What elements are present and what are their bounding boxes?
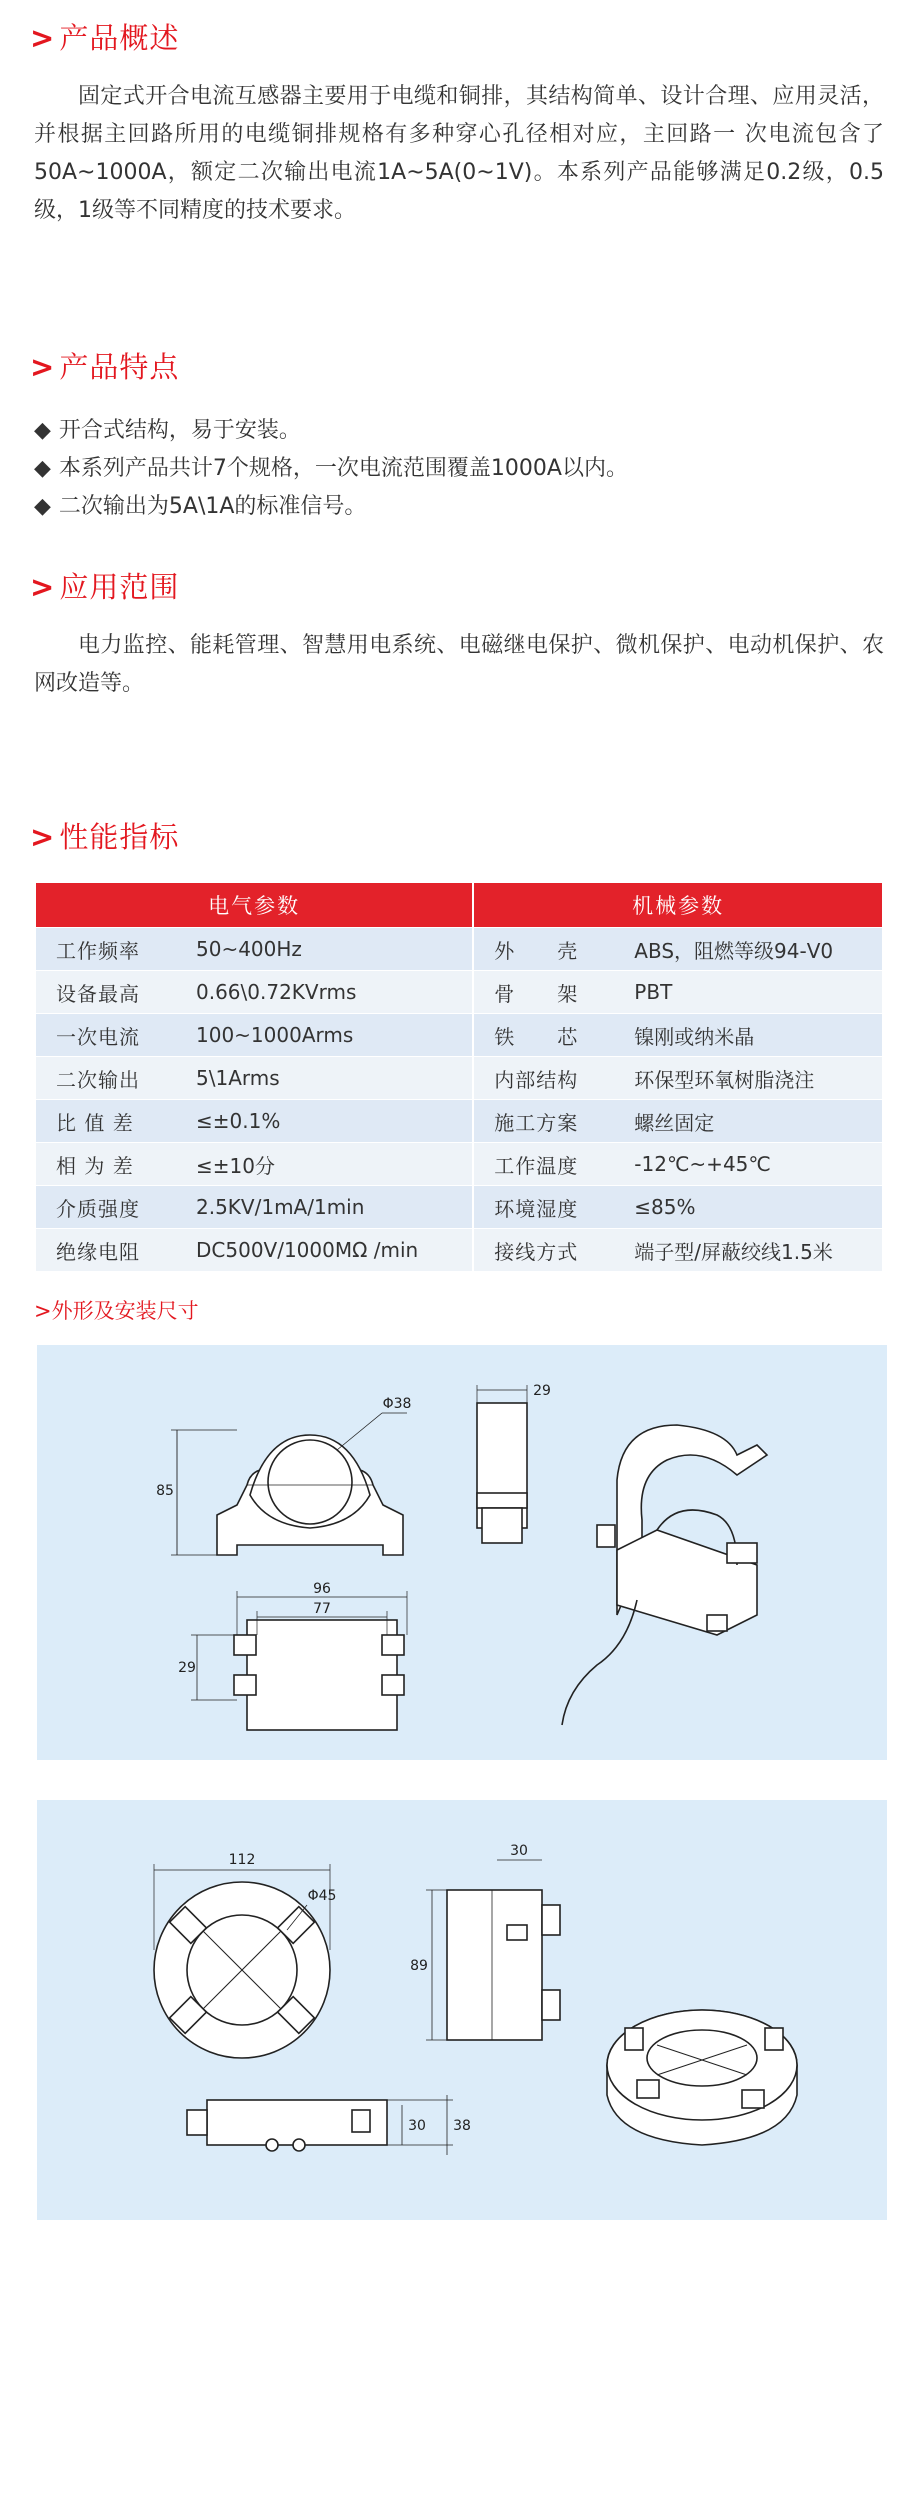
param-value: 端子型/屏蔽绞线1.5米 [614, 1229, 882, 1272]
overview-title: > 产品概述 [30, 21, 180, 55]
param-value: -12℃~+45℃ [614, 1143, 882, 1186]
diamond-bullet-icon: ◆ [34, 418, 51, 443]
param-label: 施工方案 [474, 1100, 614, 1143]
param-value: 螺丝固定 [614, 1100, 882, 1143]
table-row [36, 1143, 882, 1186]
dim-thick-2: 38 [453, 2118, 471, 2134]
dimension-panel-1 [37, 1345, 887, 1760]
dim-width-inner: 77 [313, 1601, 331, 1617]
table-row [36, 1014, 882, 1057]
dim-phi: Φ38 [382, 1396, 412, 1412]
param-value: PBT [614, 971, 882, 1014]
table-row [36, 1100, 882, 1143]
param-label: 外 壳 [474, 928, 614, 971]
applications-title: > 应用范围 [30, 570, 180, 604]
table-row [36, 928, 882, 971]
dim-depth: 30 [510, 1843, 528, 1859]
param-value: 50~400Hz [176, 928, 472, 971]
diamond-bullet-icon: ◆ [34, 494, 51, 519]
param-label: 二次输出 [36, 1057, 176, 1100]
feature-item: ◆ 本系列产品共计7个规格，一次电流范围覆盖1000A以内。 [34, 456, 628, 481]
performance-table [36, 883, 882, 1271]
param-value: 100~1000Arms [176, 1014, 472, 1057]
param-value: ≤±0.1% [176, 1100, 472, 1143]
dim-base-height: 29 [178, 1660, 196, 1676]
param-label: 介质强度 [36, 1186, 176, 1229]
param-label: 设备最高 [36, 971, 176, 1014]
param-value: 镍刚或纳米晶 [614, 1014, 882, 1057]
param-label: 工作温度 [474, 1143, 614, 1186]
dimension-panel-2 [37, 1800, 887, 2220]
dim-thick-1: 30 [408, 2118, 426, 2134]
feature-item: ◆ 开合式结构，易于安装。 [34, 418, 301, 443]
ct-drawing-large [37, 1800, 887, 2220]
param-label: 骨 架 [474, 971, 614, 1014]
param-value: ≤±10分 [176, 1143, 472, 1186]
param-label: 比 值 差 [36, 1100, 176, 1143]
param-value: ABS，阻燃等级94-V0 [614, 928, 882, 971]
param-label: 一次电流 [36, 1014, 176, 1057]
table-row [36, 1186, 882, 1229]
electrical-params-header: 电气参数 [36, 883, 472, 928]
param-label: 铁 芯 [474, 1014, 614, 1057]
performance-title: > 性能指标 [30, 820, 180, 854]
param-label: 绝缘电阻 [36, 1229, 176, 1272]
mechanical-params-header: 机械参数 [474, 883, 882, 928]
param-value: ≤85% [614, 1186, 882, 1229]
diamond-bullet-icon: ◆ [34, 456, 51, 481]
applications-text: 电力监控、能耗管理、智慧用电系统、电磁继电保护、微机保护、电动机保护、农网改造等。 [34, 633, 884, 696]
param-value: 2.5KV/1mA/1min [176, 1186, 472, 1229]
param-value: 0.66\0.72KVrms [176, 971, 472, 1014]
dim-depth: 29 [533, 1383, 551, 1399]
feature-item: ◆ 二次输出为5A\1A的标准信号。 [34, 494, 367, 519]
dim-phi: Φ45 [307, 1888, 337, 1904]
dimensions-title: >外形及安装尺寸 [34, 1299, 199, 1323]
table-row [36, 1057, 882, 1100]
dim-width: 112 [228, 1852, 256, 1868]
features-title: > 产品特点 [30, 350, 180, 384]
dim-width-outer: 96 [313, 1581, 331, 1597]
overview-text: 固定式开合电流互感器主要用于电缆和铜排，其结构简单、设计合理、应用灵活，并根据主回路所用的电缆铜排规格有多种穿心孔径相对应，主回路一 次电流包含了50A~1000A，额定二次输出电流1A~5A(0~1V)。本系列产品能够满足0.2级，0.5级，1级等不同精度的技术要求。 [34, 84, 884, 223]
table-row [36, 1229, 882, 1272]
param-value: 5\1Arms [176, 1057, 472, 1100]
param-label: 环境湿度 [474, 1186, 614, 1229]
param-value: 环保型环氧树脂浇注 [614, 1057, 882, 1100]
param-label: 内部结构 [474, 1057, 614, 1100]
ct-drawing-small [37, 1345, 887, 1760]
param-value: DC500V/1000MΩ /min [176, 1229, 472, 1272]
dim-height: 89 [410, 1958, 428, 1974]
table-row [36, 971, 882, 1014]
param-label: 接线方式 [474, 1229, 614, 1272]
param-label: 工作频率 [36, 928, 176, 971]
dim-height: 85 [156, 1483, 174, 1499]
param-label: 相 为 差 [36, 1143, 176, 1186]
